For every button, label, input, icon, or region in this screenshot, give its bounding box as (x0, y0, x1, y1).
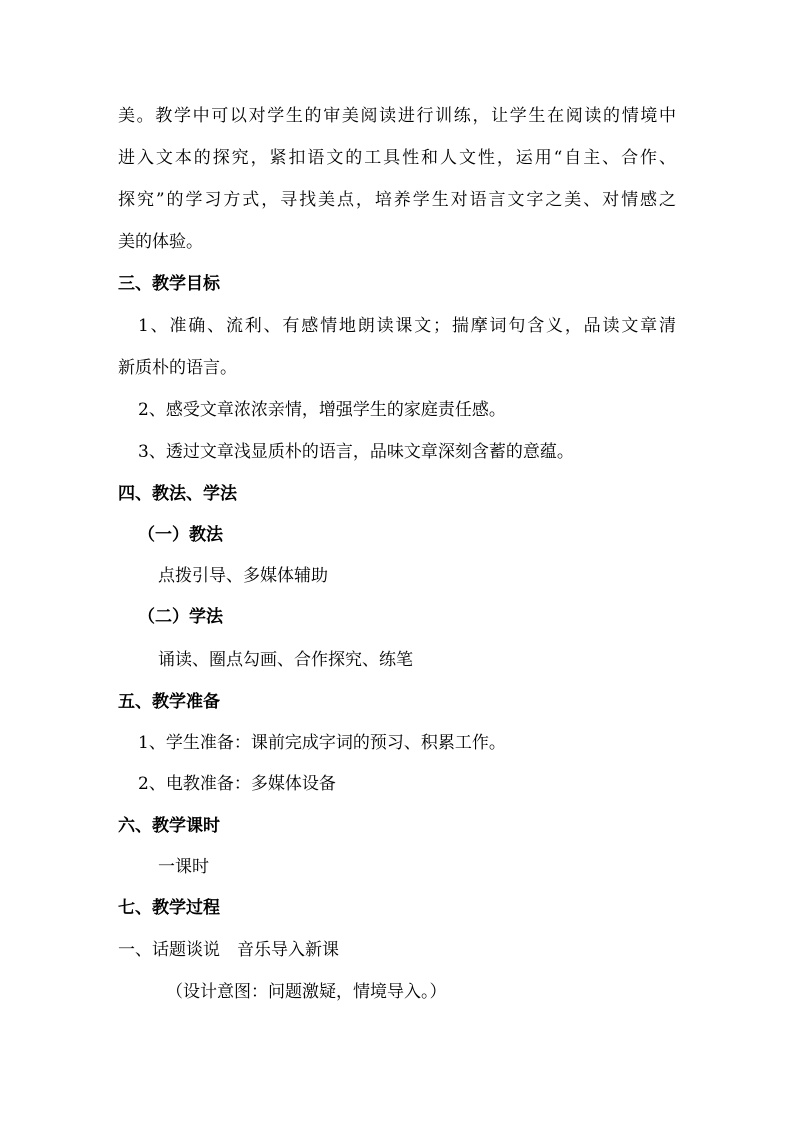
preparation-2: 2、电教准备：多媒体设备 (138, 774, 336, 794)
section-heading-methods: 四、教法、学法 (118, 484, 237, 504)
objective-1-line-1: 1、准确、流利、有感情地朗读课文；揣摩词句含义，品读文章清 (138, 316, 676, 336)
periods-text: 一课时 (158, 857, 209, 877)
section-heading-periods: 六、教学课时 (118, 816, 220, 836)
subheading-learning-method: （二）学法 (138, 607, 223, 627)
intro-line-2: 进入文本的探究，紧扣语文的工具性和人文性，运用“自主、合作、 (118, 148, 676, 168)
objective-3: 3、透过文章浅显质朴的语言，品味文章深刻含蓄的意蕴。 (138, 442, 574, 462)
section-heading-preparation: 五、教学准备 (118, 692, 220, 712)
process-step-1-note: （设计意图：问题激疑，情境导入。） (166, 982, 447, 1002)
preparation-1: 1、学生准备：课前完成字词的预习、积累工作。 (138, 733, 506, 753)
intro-line-3: 探究”的学习方式，寻找美点，培养学生对语言文字之美、对情感之 (118, 190, 676, 210)
objective-2: 2、感受文章浓浓亲情，增强学生的家庭责任感。 (138, 400, 506, 420)
section-heading-process: 七、教学过程 (118, 898, 220, 918)
teaching-method-text: 点拨引导、多媒体辅助 (158, 566, 328, 586)
process-step-1: 一、话题谈说 音乐导入新课 (118, 940, 339, 960)
subheading-teaching-method: （一）教法 (138, 525, 223, 545)
section-heading-objectives: 三、教学目标 (118, 274, 220, 294)
intro-line-4: 美的体验。 (118, 232, 203, 252)
intro-line-1: 美。教学中可以对学生的审美阅读进行训练，让学生在阅读的情境中 (118, 106, 676, 126)
objective-1-line-2: 新质朴的语言。 (118, 358, 237, 378)
learning-method-text: 诵读、圈点勾画、合作探究、练笔 (158, 650, 413, 670)
